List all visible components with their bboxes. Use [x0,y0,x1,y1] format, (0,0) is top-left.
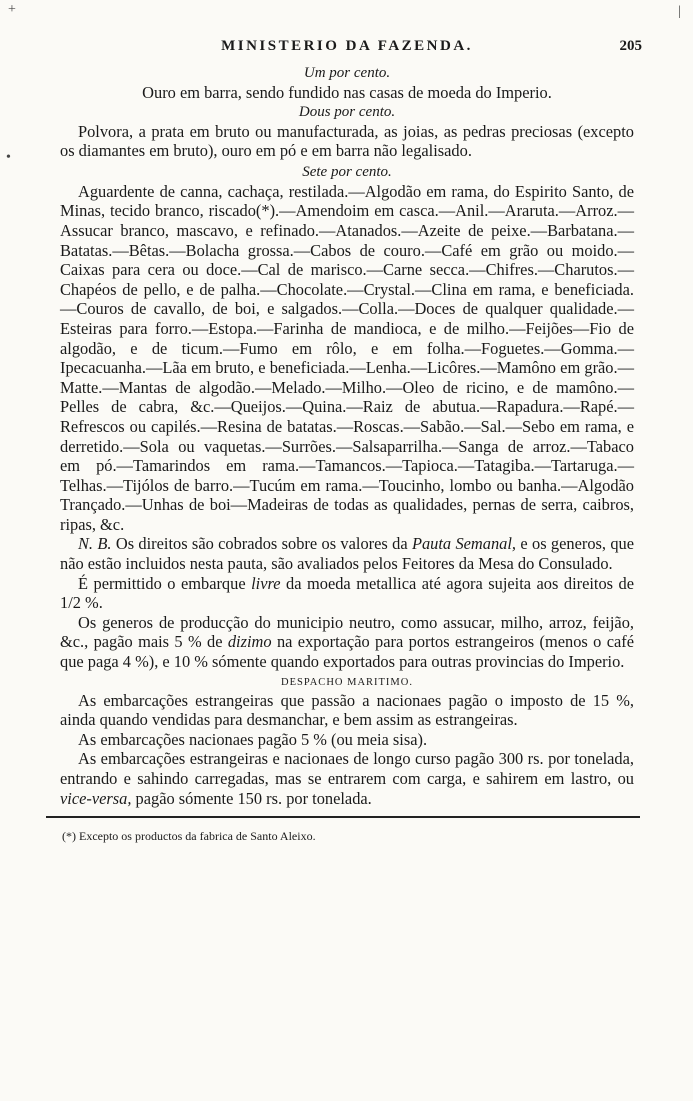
produce-italic: dizimo [227,632,272,652]
document-page [60,38,642,844]
section-text-dous-por-cento: Polvora, a prata em bruto ou manufacturada, as joias, as pedras preciosas (excepto os diamantes em bruto), ouro em pó e em barra não legalisado. [60,121,634,161]
margin-mark-top-right: | [678,4,681,19]
footnote-divider [46,816,640,818]
margin-mark-side-left: • [6,150,11,165]
permit-text-2: da moeda metallica até agora sujeita aos direitos de 1/2 %. [60,573,635,613]
produce-paragraph [60,613,634,672]
maritime-heading: DESPACHO MARITIMO. [281,676,413,688]
running-title: MINISTERIO DA FAZENDA. [221,38,473,54]
nb-label: N. B. [78,534,112,554]
maritime-paragraph-3 [60,749,634,808]
maritime-paragraph-2: As embarcações nacionaes pagão 5 % (ou meia sisa). [78,729,428,749]
section-text-um-por-cento: Ouro em barra, sendo fundido nas casas de moeda do Imperio. [142,83,552,102]
permit-paragraph [60,574,634,613]
permit-italic: livre [251,573,281,593]
maritime-p3-italic: vice-versa, [60,788,132,808]
nb-text-2: e os generos, que não estão incluidos nesta pauta, são avaliados pelos Feitores da Mesa do Consulado. [60,534,635,574]
margin-mark-top-left: + [8,2,16,17]
maritime-p3-text-1: As embarcações estrangeiras e nacionaes de longo curso pagão 300 rs. por tonelada, entrando e sahindo carregadas, mas se entrarem com carga, e sahirem em lastro, ou [60,749,634,788]
permit-text-1: É permittido o embarque [78,573,252,593]
produce-text-1: Os generos de producção do municipio neutro, como assucar, milho, arroz, feijão, &c., pagão mais 5 % de [60,612,634,652]
nb-text-1: Os direitos são cobrados sobre os valores da [111,534,412,554]
section-title-sete-por-cento: Sete por cento. [302,163,392,180]
maritime-p3-text-2: pagão sómente 150 rs. por tonelada. [131,788,372,808]
section-title-dous-por-cento: Dous por cento. [298,103,396,120]
produce-text-2: na exportação para portos estrangeiros (menos o café que paga 4 %), e 10 % sómente quando exportados para outras provincias do Imperio. [60,632,635,672]
section-text-sete-por-cento: Aguardente de canna, cachaça, restilada.—Algodão em rama, do Espirito Santo, de Minas, tecido branco, riscado(*).—Amendoim em casca.—Anil.—Araruta.—Arroz.—Assucar branco, mascavo, e refinado.—Atanados.—Azeite de peixe.—Barbatana.—Batatas.—Bêtas.—Bolacha grossa.—Cabos de couro.—Café em grão ou moido.—Caixas para cera ou doce.—Cal de marisco.—Carne secca.—Chifres.—Charutos.—Chapéos de pello, e de palha.—Chocolate.—Crystal.—Clina em rama, e beneficiada.—Couros de cavallo, de boi, e salgados.—Colla.—Doces de qualquer qualidade.—Esteiras para forro.—Estopa.—Farinha de mandioca, e de milho.—Feijões—Fio de algodão, e de ticum.—Fumo em rôlo, e em folha.—Foguetes.—Gomma.—Ipecacuanha.—Lãa em bruto, e beneficiada.—Lenha.—Licôres.—Mamôno em grão.—Matte.—Mantas de algodão.—Melado.—Milho.—Oleo de ricino, e de mamôno.—Pelles de cabra, &c.—Queijos.—Quina.—Raiz de abutua.—Rapadura.—Rapé.—Refrescos ou capilés.—Resina de batatas.—Roscas.—Sabão.—Sal.—Sebo em rama, e derretido.—Sola ou vaquetas.—Surrões.—Salsaparrilha.—Sanga de arroz.—Tabaco em pó.—Tamarindos em rama.—Tamancos.—Tapioca.—Tatagiba.—Tartaruga.—Telhas.—Tijólos de barro.—Tucúm em rama.—Toucinho, lombo ou banha.—Algodão Trançado.—Unhas de boi—Madeiras de todas as qualidades, pernas de serra, caibros, ripas, &c. [60,181,634,534]
nb-paragraph [60,534,634,573]
page-header [60,38,642,64]
footnote: (*) Excepto os productos da fabrica de Santo Aleixo. [62,829,316,844]
section-title-um-por-cento: Um por cento. [303,65,391,81]
nb-italic: Pauta Semanal, [411,534,517,554]
maritime-paragraph-1: As embarcações estrangeiras que passão a nacionaes pagão o imposto de 15 %, ainda quando vendidas para desmanchar, e bem assim as estrangeiras. [60,690,634,730]
page-number: 205 [619,38,642,54]
